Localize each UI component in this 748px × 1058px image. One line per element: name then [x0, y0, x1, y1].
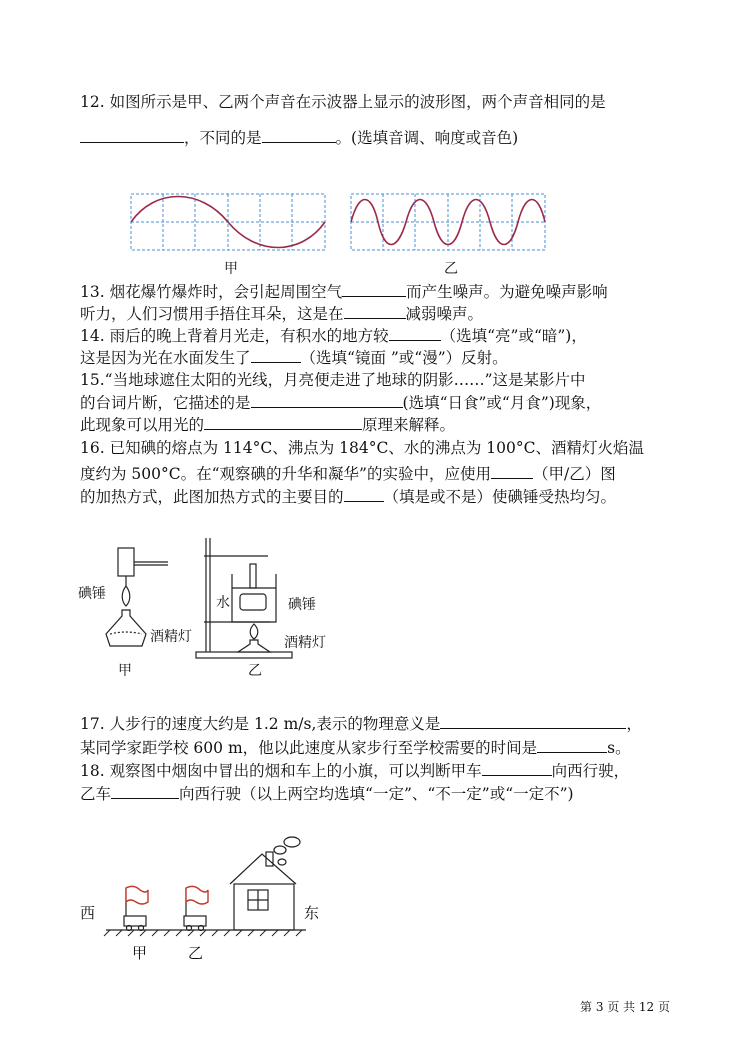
waveform-figure [125, 190, 555, 255]
fig-label-yi: 乙 [444, 261, 458, 277]
q13-blank-2[interactable] [344, 302, 406, 319]
q15-line1: 15.“当地球遮住太阳的光线，月亮便走进了地球的阴影……”这是某影片中 [80, 371, 586, 389]
label-car-jia: 甲 [132, 944, 148, 962]
q18-blank-2[interactable] [111, 782, 179, 799]
q17-blank-1[interactable] [440, 712, 626, 729]
label-fig-yi: 乙 [248, 663, 262, 679]
label-water: 水 [216, 595, 230, 611]
q16-line3: 的加热方式，此图加热方式的主要目的 （填是或不是）使碘锤受热均匀。 [80, 485, 680, 508]
label-iodine-hammer-b: 碘锤 [288, 597, 316, 613]
q12-line1: 12. 如图所示是甲、乙两个声音在示波器上显示的波形图，两个声音相同的是 [80, 93, 606, 111]
q17-line1: 17. 人步行的速度大约是 1.2 m/s,表示的物理意义是 ， [80, 712, 680, 735]
fig-label-jia: 甲 [224, 261, 238, 277]
q14-line1: 14. 雨后的晚上背着月光走，有积水的地方较 （选填“亮”或“暗”)， [80, 324, 680, 347]
q17-line2: 某同学家距学校 600 m，他以此速度从家步行至学校需要的时间是 s。 [80, 736, 680, 759]
label-alcohol-lamp-b: 酒精灯 [284, 635, 326, 651]
q13-line1: 13. 烟花爆竹爆炸时，会引起周围空气 而产生噪声。为避免噪声影响 [80, 280, 680, 303]
label-car-yi: 乙 [188, 944, 204, 962]
smoke-flags-figure [100, 832, 310, 944]
q13-line2: 听力，人们习惯用手捂住耳朵，这是在 减弱噪声。 [80, 302, 680, 325]
label-west: 西 [80, 904, 96, 922]
q14-blank-2[interactable] [251, 346, 301, 363]
label-iodine-hammer-a: 碘锤 [78, 586, 106, 602]
flag-jia [126, 886, 148, 904]
q14-line2: 这是因为光在水面发生了 （选填“镜面 ”或“漫”）反射。 [80, 346, 680, 369]
q13-blank-1[interactable] [342, 280, 406, 297]
q15-blank-1[interactable] [251, 391, 403, 408]
q15-line2: 的台词片断，它描述的是 (选填“日食”或“月食”)现象， [80, 391, 680, 414]
q12-line2: ，不同的是 。(选填音调、响度或音色) [80, 126, 680, 149]
q16-blank-1[interactable] [491, 462, 533, 479]
q18-line2: 乙车 向西行驶（以上两空均选填“一定”、“不一定”或“一定不”) [80, 782, 680, 805]
q12-blank-different[interactable] [262, 126, 336, 143]
page-footer: 第 3 页 共 12 页 [580, 1000, 670, 1014]
label-east: 东 [304, 904, 320, 922]
label-alcohol-lamp-a: 酒精灯 [150, 629, 192, 645]
q17-blank-2[interactable] [537, 736, 607, 753]
q18-line1: 18. 观察图中烟囱中冒出的烟和车上的小旗，可以判断甲车 向西行驶， [80, 759, 680, 782]
q16-line1: 16. 已知碘的熔点为 114°C、沸点为 184°C、水的沸点为 100°C、酒精灯火焰温 [80, 439, 644, 457]
label-fig-jia: 甲 [118, 663, 132, 679]
q16-line2: 度约为 500°C。在“观察碘的升华和凝华”的实验中，应使用 （甲/乙）图 [80, 462, 680, 485]
q16-blank-2[interactable] [344, 485, 384, 502]
q12-blank-same[interactable] [80, 126, 184, 143]
q15-blank-2[interactable] [204, 413, 362, 430]
q18-blank-1[interactable] [482, 759, 552, 776]
flag-yi [186, 886, 208, 904]
q14-blank-1[interactable] [389, 324, 441, 341]
q15-line3: 此现象可以用光的 原理来解释。 [80, 413, 680, 436]
